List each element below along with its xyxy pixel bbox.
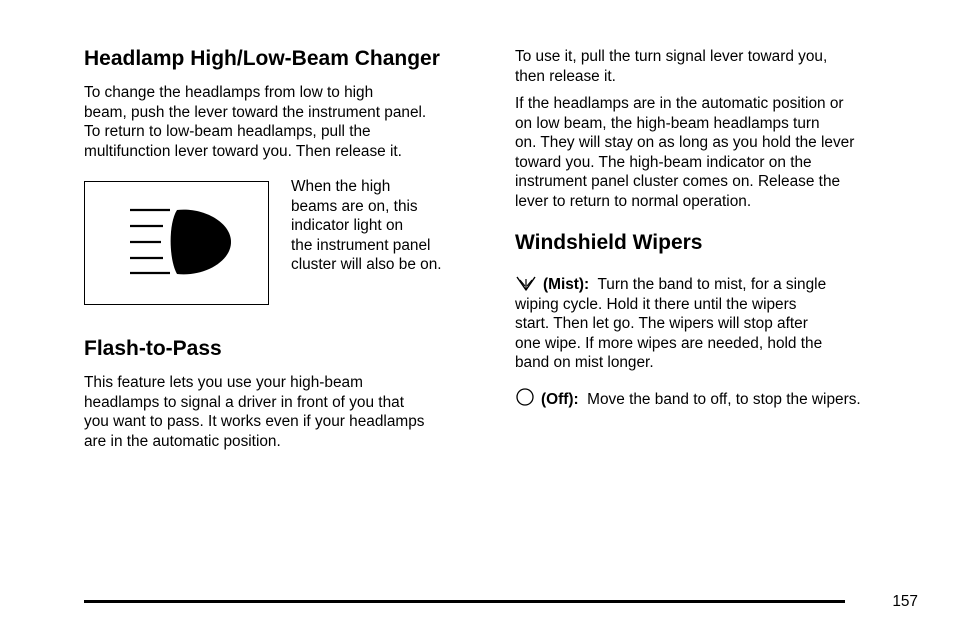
text-line: then release it. (515, 67, 616, 85)
automatic-position-paragraph (515, 94, 854, 212)
text-line: the instrument panel (291, 236, 431, 254)
text-line: This feature lets you use your high-beam (84, 374, 363, 391)
text-line: Turn the band to mist, for a single (597, 276, 827, 293)
section-heading-windshield-wipers: Windshield Wipers (515, 231, 703, 254)
text-line: To return to low-beam headlamps, pull the (84, 123, 371, 141)
text-line: To change the headlamps from low to high (84, 84, 374, 101)
text-line: on low beam, the high-beam headlamps turn (515, 114, 820, 132)
page-number: 157 (892, 593, 918, 610)
text-line: If the headlamps are in the automatic position or (515, 95, 844, 112)
off-circle-icon (515, 387, 535, 407)
off-label: (Off): (541, 391, 579, 408)
text-line: To use it, pull the turn signal lever toward you, (515, 48, 828, 65)
text-line: band on mist longer. (515, 354, 654, 372)
footer-rule (84, 600, 845, 603)
text-line: on. They will stay on as long as you hold the lever (515, 134, 855, 152)
off-text: Move the band to off, to stop the wipers. (587, 391, 861, 408)
text-line: lever to return to normal operation. (515, 192, 752, 210)
high-beam-indicator-figure (84, 181, 269, 305)
text-line: wiping cycle. Hold it there until the wipers (515, 295, 797, 313)
text-line: start. Then let go. The wipers will stop after (515, 315, 808, 333)
mist-label: (Mist): (543, 276, 590, 293)
section-heading-headlamp-changer: Headlamp High/Low-Beam Changer (84, 47, 440, 70)
text-line: are in the automatic position. (84, 432, 281, 450)
headlamp-changer-paragraph (84, 83, 426, 161)
text-line: cluster will also be on. (291, 256, 442, 274)
text-line: one wipe. If more wipes are needed, hold the (515, 334, 823, 352)
high-beam-indicator-icon (85, 182, 270, 306)
text-line: instrument panel cluster comes on. Release the (515, 173, 841, 191)
text-line: multifunction lever toward you. Then release it. (84, 142, 402, 160)
mist-first-line (515, 274, 826, 295)
flash-to-pass-paragraph (84, 373, 424, 451)
text-line: indicator light on (291, 217, 404, 235)
mist-icon (515, 274, 537, 292)
off-line (515, 387, 861, 410)
mist-paragraph (515, 274, 826, 373)
text-line: beams are on, this (291, 197, 418, 215)
text-line: headlamps to signal a driver in front of you that (84, 393, 404, 411)
text-line: beam, push the lever toward the instrument panel. (84, 103, 427, 121)
text-line: you want to pass. It works even if your headlamps (84, 413, 425, 431)
off-paragraph (515, 387, 861, 410)
turn-signal-paragraph (515, 47, 827, 86)
section-heading-flash-to-pass: Flash-to-Pass (84, 337, 222, 360)
text-line: toward you. The high-beam indicator on the (515, 153, 812, 171)
indicator-caption (291, 177, 442, 275)
text-line: When the high (291, 178, 391, 195)
